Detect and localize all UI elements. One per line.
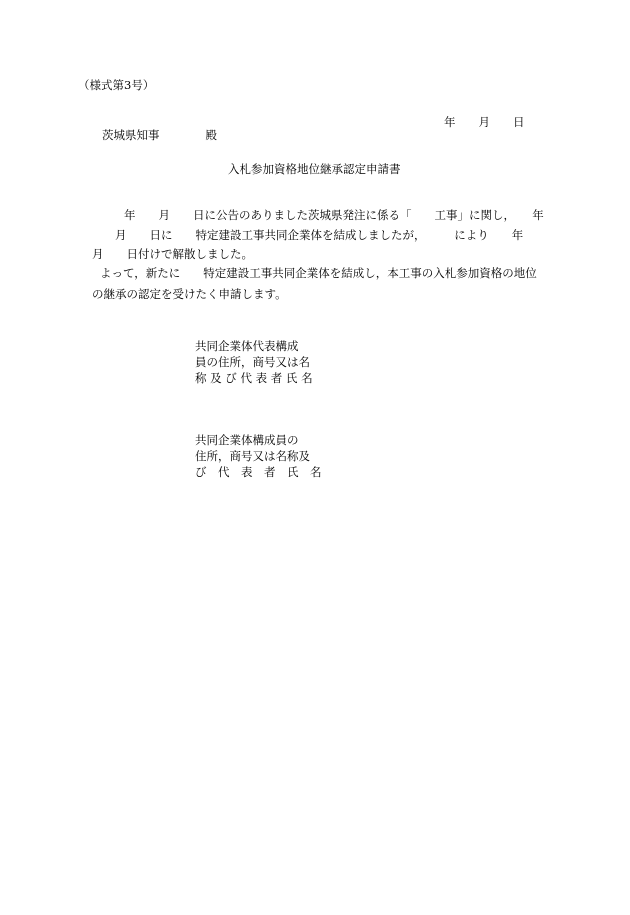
body-line-2: 月 日に 特定建設工事共同企業体を結成しましたが， により 年 [92,228,524,242]
representative-label-line-2: 員の住所，商号又は名 [195,355,310,369]
body-line-5: の継承の認定を受けたく申請します。 [92,287,287,301]
member-signature-block [195,433,322,483]
representative-label-line-3: 称 及 び 代 表 者 氏 名 [195,371,313,385]
member-label-line-1: 共同企業体構成員の [195,433,299,447]
document-title: 入札参加資格地位継承認定申請書 [228,162,401,176]
body-line-4: よって，新たに 特定建設工事共同企業体を結成し，本工事の入札参加資格の地位 [100,266,537,280]
member-label-line-3: び 代 表 者 氏 名 [195,465,322,479]
addressee: 茨城県知事 殿 [102,128,217,142]
representative-label-line-1: 共同企業体代表構成 [195,339,299,353]
body-line-1: 年 月 日に公告のありました茨城県発注に係る「 工事」に関し， 年 [124,208,544,222]
body-line-3: 月 日付けで解散しました。 [92,247,253,261]
representative-signature-block [195,341,315,389]
date-line: 年 月 日 [444,115,525,129]
member-label-line-2: 住所，商号又は名称及 [195,449,310,463]
form-number: （様式第3号） [78,78,155,92]
